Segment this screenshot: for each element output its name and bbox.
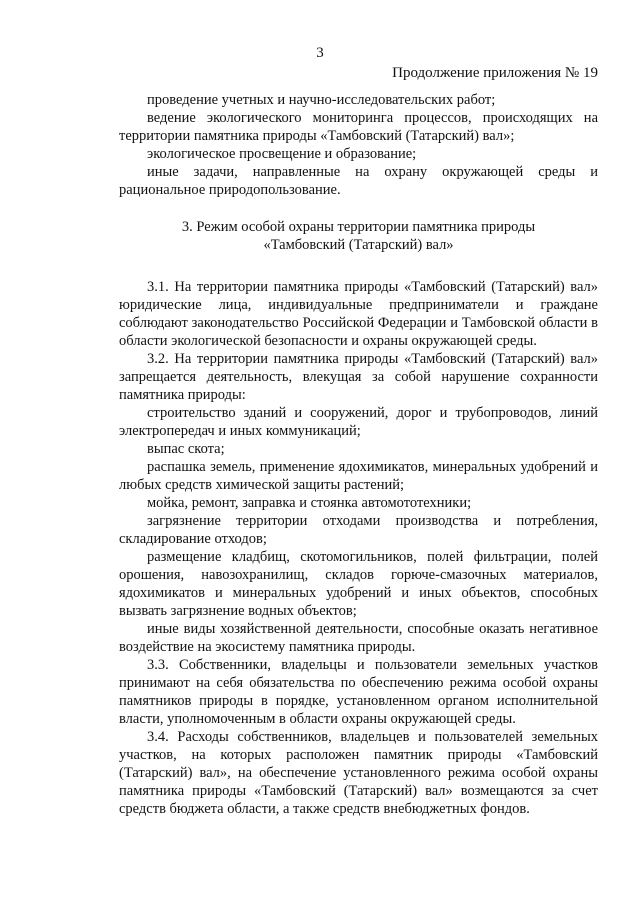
section-heading: 3. Режим особой охраны территории памятника природы «Тамбовский (Татарский) вал» xyxy=(181,219,536,253)
clause-3-1: 3.1. На территории памятника природы «Тамбовский (Татарский) вал» юридические лица, индивидуальные предприниматели и граждане соблюдают законодательство Российской Федерации и Тамбовской области в области экологической безопасности и охраны окружающей среды. xyxy=(119,279,598,349)
paragraph-ecological-monitoring: ведение экологического мониторинга процессов, происходящих на территории памятника природы «Тамбовский (Татарский) вал»; xyxy=(119,110,598,144)
clause-3-2: 3.2. На территории памятника природы «Тамбовский (Татарский) вал» запрещается деятельность, влекущая за собой нарушение сохранности памятника природы: xyxy=(119,351,598,403)
prohibited-item-waste: загрязнение территории отходами производства и потребления, складирование отходов; xyxy=(119,513,598,547)
prohibited-item-vehicles: мойка, ремонт, заправка и стоянка автомототехники; xyxy=(147,495,472,511)
paragraph-ecological-education: экологическое просвещение и образование; xyxy=(147,146,417,162)
clause-3-4: 3.4. Расходы собственников, владельцев и пользователей земельных участков, на которых расположен памятник природы «Тамбовский (Татарский) вал», на обеспечение установленного режима особой охраны памятника природы «Тамбовский (Татарский) вал» возмещаются за счет средств бюджета области, а также средств внебюджетных фондов. xyxy=(119,729,598,817)
prohibited-item-construction: строительство зданий и сооружений, дорог и трубопроводов, линий электропередач и иных коммуникаций; xyxy=(119,405,598,439)
paragraph-research-works: проведение учетных и научно-исследовательских работ; xyxy=(147,92,496,108)
appendix-reference: Продолжение приложения № 19 xyxy=(392,65,598,81)
clause-3-3: 3.3. Собственники, владельцы и пользователи земельных участков принимают на себя обязательства по обеспечению режима особой охраны памятников природы в порядке, установленном органом исполнительной власти, уполномоченным в области охраны окружающей среды. xyxy=(119,657,598,727)
page-number: 3 xyxy=(316,45,324,61)
document-body xyxy=(119,91,598,818)
prohibited-item-facilities: размещение кладбищ, скотомогильников, полей фильтрации, полей орошения, навозохранилищ, складов горюче-смазочных материалов, ядохимикатов и минеральных удобрений и иных объектов, способных вызвать загрязнение водных объектов; xyxy=(119,549,598,619)
prohibited-item-plowing: распашка земель, применение ядохимикатов, минеральных удобрений и любых средств химической защиты растений; xyxy=(119,459,598,493)
prohibited-item-grazing: выпас скота; xyxy=(147,441,225,457)
prohibited-item-other-activity: иные виды хозяйственной деятельности, способные оказать негативное воздействие на экосистему памятника природы. xyxy=(119,621,598,655)
paragraph-other-tasks: иные задачи, направленные на охрану окружающей среды и рациональное природопользование. xyxy=(119,164,598,198)
